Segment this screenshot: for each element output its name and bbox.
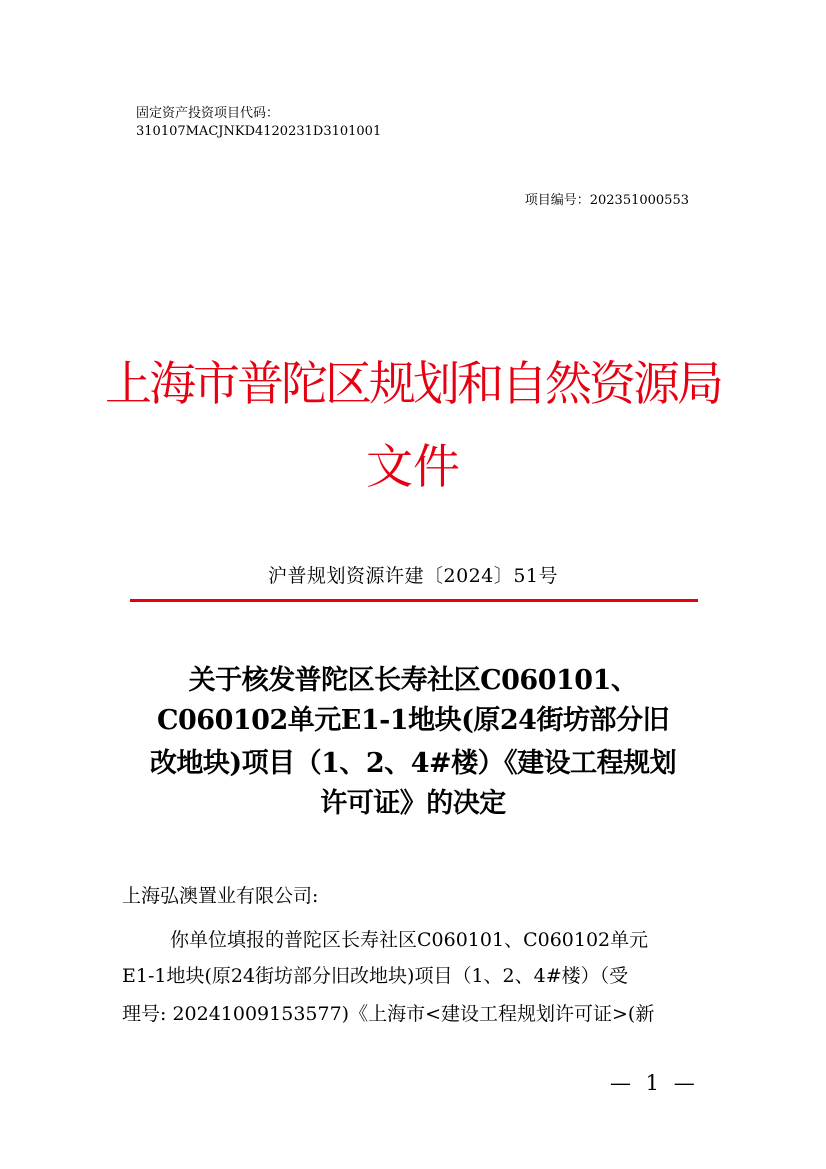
- document-title-line-1: 关于核发普陀区长寿社区C060101、: [188, 665, 638, 696]
- issuing-authority-title: 上海市普陀区规划和自然资源局: [105, 357, 721, 412]
- document-title-line-2: C060102单元E1-1地块(原24街坊部分旧: [157, 705, 669, 736]
- project-number: 项目编号：202351000553: [524, 193, 689, 208]
- body-text-line-2: E1-1地块(原24街坊部分旧改地块)项目（1、2、4#楼）（受: [122, 965, 629, 987]
- document-type-title: 文件: [366, 440, 460, 495]
- page-number: — 1 —: [610, 1071, 699, 1095]
- document-title-line-4: 许可证》的决定: [320, 788, 506, 819]
- addressee: 上海弘澳置业有限公司:: [122, 885, 319, 907]
- document-title-line-3: 改地块)项目（1、2、4#楼）《建设工程规划: [149, 748, 677, 779]
- body-text-line-1: 你单位填报的普陀区长寿社区C060101、C060102单元: [170, 929, 649, 951]
- body-text-line-3: 理号: 20241009153577)《上海市<建设工程规划许可证>(新: [122, 1003, 655, 1025]
- investment-code-value: 310107MACJNKD4120231D3101001: [136, 124, 382, 139]
- red-separator-line: [130, 599, 698, 602]
- investment-code-label: 固定资产投资项目代码：: [136, 106, 280, 121]
- document-number: 沪普规划资源许建〔2024〕51号: [267, 565, 559, 587]
